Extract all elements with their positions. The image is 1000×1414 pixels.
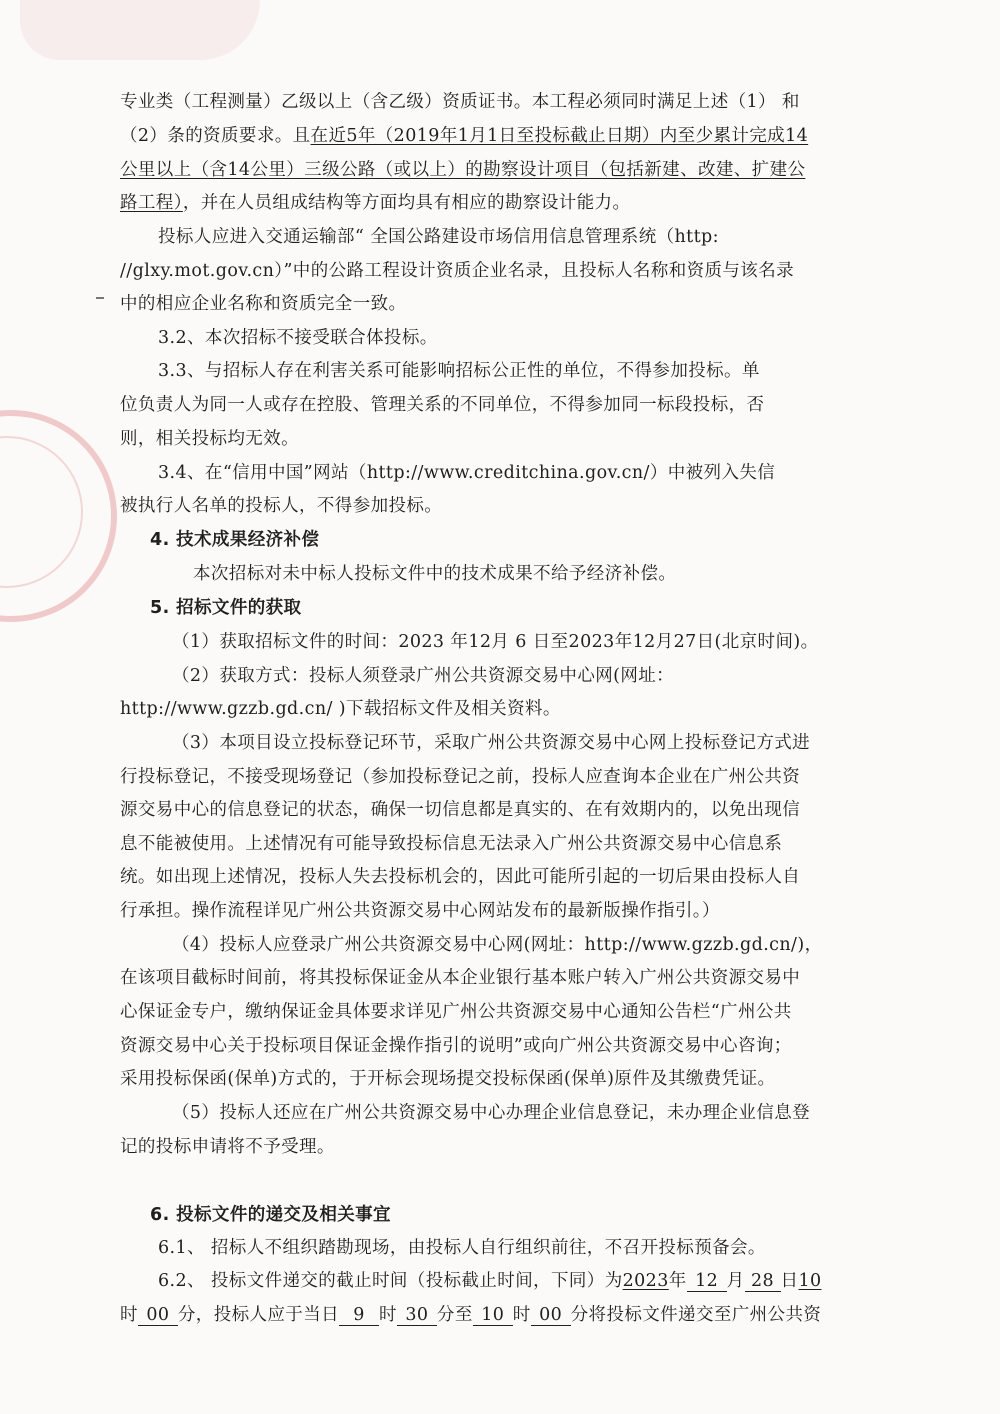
clause-5-3-line5: 统。如出现上述情况，投标人失去投标机会的，因此可能所引起的一切后果由投标人自 (120, 867, 801, 887)
deadline-hour-unit: 时 (120, 1305, 138, 1325)
deadline-hour: 10 (798, 1271, 822, 1291)
p1-line2-lead: （2）条的资质要求。且 (120, 126, 311, 146)
clause-6-2-line1 (158, 1270, 822, 1292)
red-seal-stamp (0, 410, 117, 622)
section-6-heading: 6. 投标文件的递交及相关事宜 (150, 1205, 391, 1225)
p2-line1: 投标人应进入交通运输部“ 全国公路建设市场信用信息管理系统（http: (158, 227, 719, 247)
clause-6-2-mid: 分，投标人应于当日 (177, 1305, 340, 1325)
p1-line4 (120, 192, 630, 214)
p1-line1: 专业类（工程测量）乙级以上（含乙级）资质证书。本工程必须同时满足上述（1） 和 (120, 92, 800, 112)
clause-6-2-tail: 分将投标文件递交至广州公共资 (570, 1305, 822, 1325)
p1-line3: 公里以上（含14公里）三级公路（或以上）的勘察设计项目（包括新建、改建、扩建公 (120, 160, 806, 180)
deadline-month-unit: 月 (726, 1271, 745, 1291)
margin-mark (96, 297, 104, 299)
clause-3-3-line1: 3.3、与招标人存在利害关系可能影响招标公正性的单位，不得参加投标。单 (158, 361, 760, 381)
start-minute: 30 (397, 1305, 437, 1326)
clause-5-2-line2: http://www.gzzb.gd.cn/ )下载招标文件及相关资料。 (120, 699, 561, 719)
clause-5-3-line2: 行投标登记，不接受现场登记（参加投标登记之前，投标人应查询本企业在广州公共资 (120, 767, 801, 787)
clause-5-3-line3: 源交易中心的信息登记的状态，确保一切信息都是真实的、在有效期内的，以免出现信 (120, 800, 801, 820)
end-minute: 00 (531, 1305, 571, 1326)
clause-3-3-line3: 则，相关投标均无效。 (120, 429, 299, 449)
stamp-smudge (20, 0, 260, 60)
clause-5-3-line6: 行承担。操作流程详见广州公共资源交易中心网站发布的最新版操作指引。） (120, 901, 720, 921)
p2-line3: 中的相应企业名称和资质完全一致。 (120, 294, 407, 314)
clause-6-2-lead: 6.2、 投标文件递交的截止时间（投标截止时间，下同）为 (158, 1271, 623, 1291)
clause-3-4-line1: 3.4、在“信用中国”网站（http://www.creditchina.gov.cn/）中被列入失信 (158, 463, 776, 483)
clause-6-1: 6.1、 招标人不组织踏勘现场，由投标人自行组织前往，不召开投标预备会。 (158, 1238, 766, 1258)
p1-line2-underlined: 在近5年（2019年1月1日至投标截止日期）内至少累计完成14 (310, 126, 809, 146)
clause-5-4-line1: （4）投标人应登录广州公共资源交易中心网(网址：http://www.gzzb.gd.cn/)， (172, 935, 823, 955)
clause-3-3-line2: 位负责人为同一人或存在控股、管理关系的不同单位，不得参加同一标段投标，否 (120, 395, 765, 415)
section-4-text: 本次招标对未中标人投标文件中的技术成果不给予经济补偿。 (193, 564, 677, 584)
clause-3-4-line2: 被执行人名单的投标人，不得参加投标。 (120, 496, 443, 516)
deadline-minute: 00 (138, 1305, 178, 1326)
p1-line4-underlined: 路工程） (120, 193, 183, 213)
clause-5-5-line2: 记的投标申请将不予受理。 (120, 1137, 335, 1157)
clause-5-2-line1: （2）获取方式：投标人须登录广州公共资源交易中心网(网址： (172, 666, 675, 686)
end-hour: 10 (473, 1305, 513, 1326)
clause-3-2: 3.2、本次招标不接受联合体投标。 (158, 328, 438, 348)
clause-5-3-line4: 息不能被使用。上述情况有可能导致投标信息无法录入广州公共资源交易中心信息系 (120, 834, 783, 854)
start-hour-unit: 时 (379, 1305, 397, 1325)
p1-line4-tail: ，并在人员组成结构等方面均具有相应的勘察设计能力。 (182, 193, 631, 213)
clause-5-3-line1: （3）本项目设立投标登记环节，采取广州公共资源交易中心网上投标登记方式进 (172, 733, 811, 753)
p1-line2 (120, 125, 808, 147)
clause-5-4-line5: 采用投标保函(保单)方式的，于开标会现场提交投标保函(保单)原件及其缴费凭证。 (120, 1069, 776, 1089)
start-minute-unit: 分至 (436, 1305, 473, 1325)
deadline-year: 2023 (622, 1271, 669, 1291)
deadline-year-unit: 年 (668, 1271, 687, 1291)
clause-5-4-line4: 资源交易中心关于投标项目保证金操作指引的说明”或向广州公共资源交易中心咨询； (120, 1036, 792, 1056)
deadline-month: 12 (687, 1271, 727, 1292)
clause-5-1: （1）获取招标文件的时间：2023 年12月 6 日至2023年12月27日(北京时间)。 (172, 632, 819, 652)
deadline-day-unit: 日 (780, 1271, 799, 1291)
clause-6-2-line2 (120, 1304, 821, 1326)
section-5-heading: 5. 招标文件的获取 (150, 598, 302, 618)
deadline-day: 28 (745, 1271, 781, 1292)
seal-inner-ring (0, 436, 83, 588)
clause-5-5-line1: （5）投标人还应在广州公共资源交易中心办理企业信息登记，未办理企业信息登 (172, 1103, 811, 1123)
clause-5-4-line2: 在该项目截标时间前，将其投标保证金从本企业银行基本账户转入广州公共资源交易中 (120, 968, 801, 988)
clause-5-4-line3: 心保证金专户，缴纳保证金具体要求详见广州公共资源交易中心通知公告栏“广州公共 (120, 1002, 792, 1022)
start-hour: 9 (339, 1305, 379, 1326)
section-4-heading: 4. 技术成果经济补偿 (150, 530, 320, 550)
p2-line2: //glxy.mot.gov.cn）”中的公路工程设计资质企业名录，且投标人名称和资质与该名录 (120, 261, 794, 281)
end-hour-unit: 时 (512, 1305, 531, 1325)
